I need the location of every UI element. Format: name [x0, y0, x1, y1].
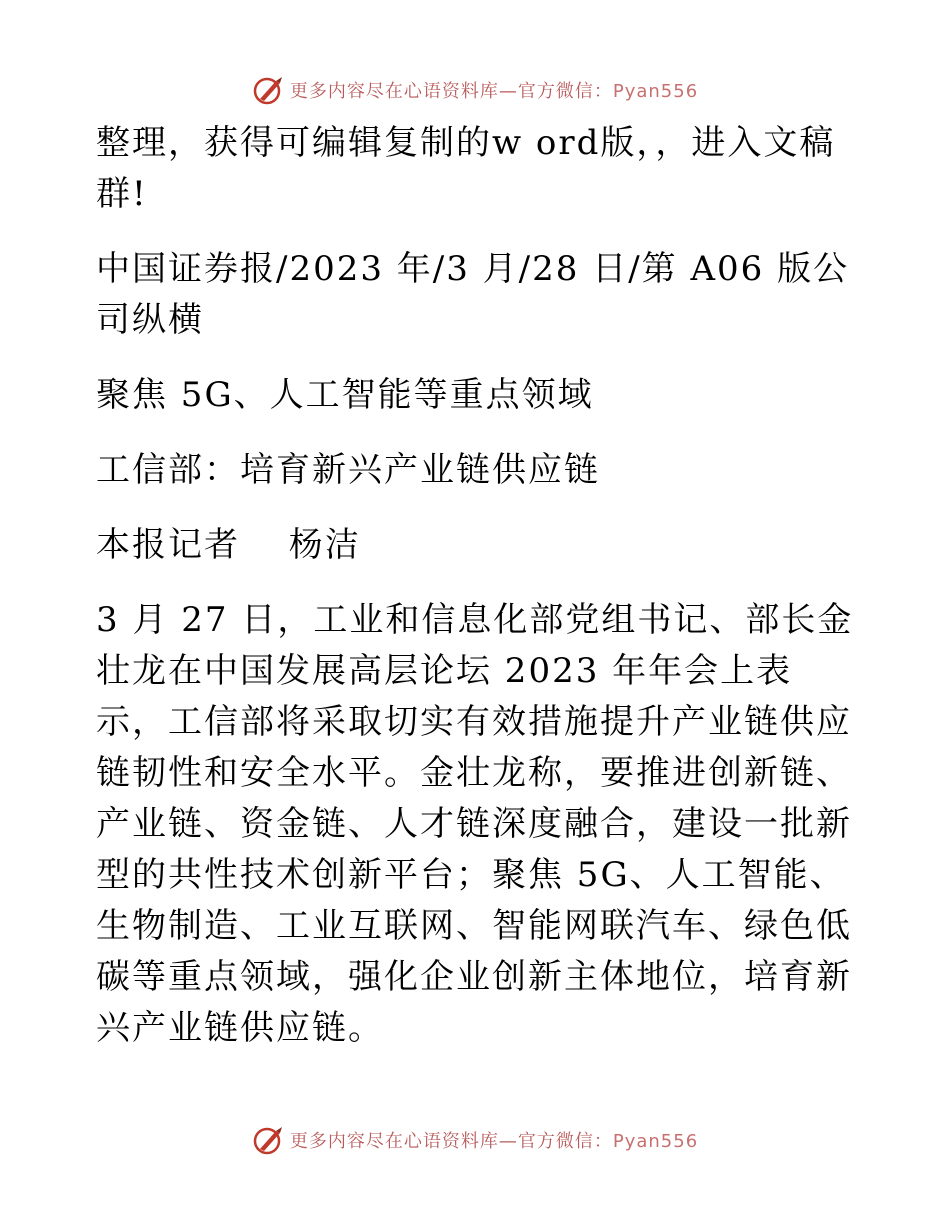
- pen-logo-icon: [252, 1123, 286, 1157]
- body-paragraph: 3 月 27 日，工业和信息化部党组书记、部长金壮龙在中国发展高层论坛 2023 年年会上表示，工信部将采取切实有效措施提升产业链供应链韧性和安全水平。金壮龙称，要推进创新链、产业链、资金链、人才链深度融合，建设一批新型的共性技术创新平台；聚焦 5G、人工智能、生物制造、工业互联网、智能网联汽车、绿色低碳等重点领域，强化企业创新主体地位，培育新兴产业链供应链。: [96, 600, 854, 1048]
- pen-logo-icon: [252, 73, 286, 107]
- intro-paragraph: 整理，获得可编辑复制的w ord版，，进入文稿群!: [96, 123, 836, 214]
- subheadline: 聚焦 5G、人工智能等重点领域: [96, 375, 594, 415]
- header-watermark-banner: [0, 70, 950, 110]
- banner-label: 更多内容尽在心语资料库—官方微信：: [289, 1131, 613, 1152]
- headline: 工信部：培育新兴产业链供应链: [96, 450, 600, 490]
- wechat-id: Pyan556: [612, 81, 699, 102]
- byline: 本报记者 杨洁: [96, 525, 361, 565]
- banner-text: [290, 1127, 698, 1153]
- banner-text: [290, 77, 698, 103]
- document-body: [96, 118, 856, 1078]
- source-line: 中国证券报/2023 年/3 月/28 日/第 A06 版公司纵横: [96, 249, 850, 340]
- banner-label: 更多内容尽在心语资料库—官方微信：: [289, 81, 613, 102]
- footer-watermark-banner: [0, 1120, 950, 1160]
- wechat-id: Pyan556: [612, 1131, 699, 1152]
